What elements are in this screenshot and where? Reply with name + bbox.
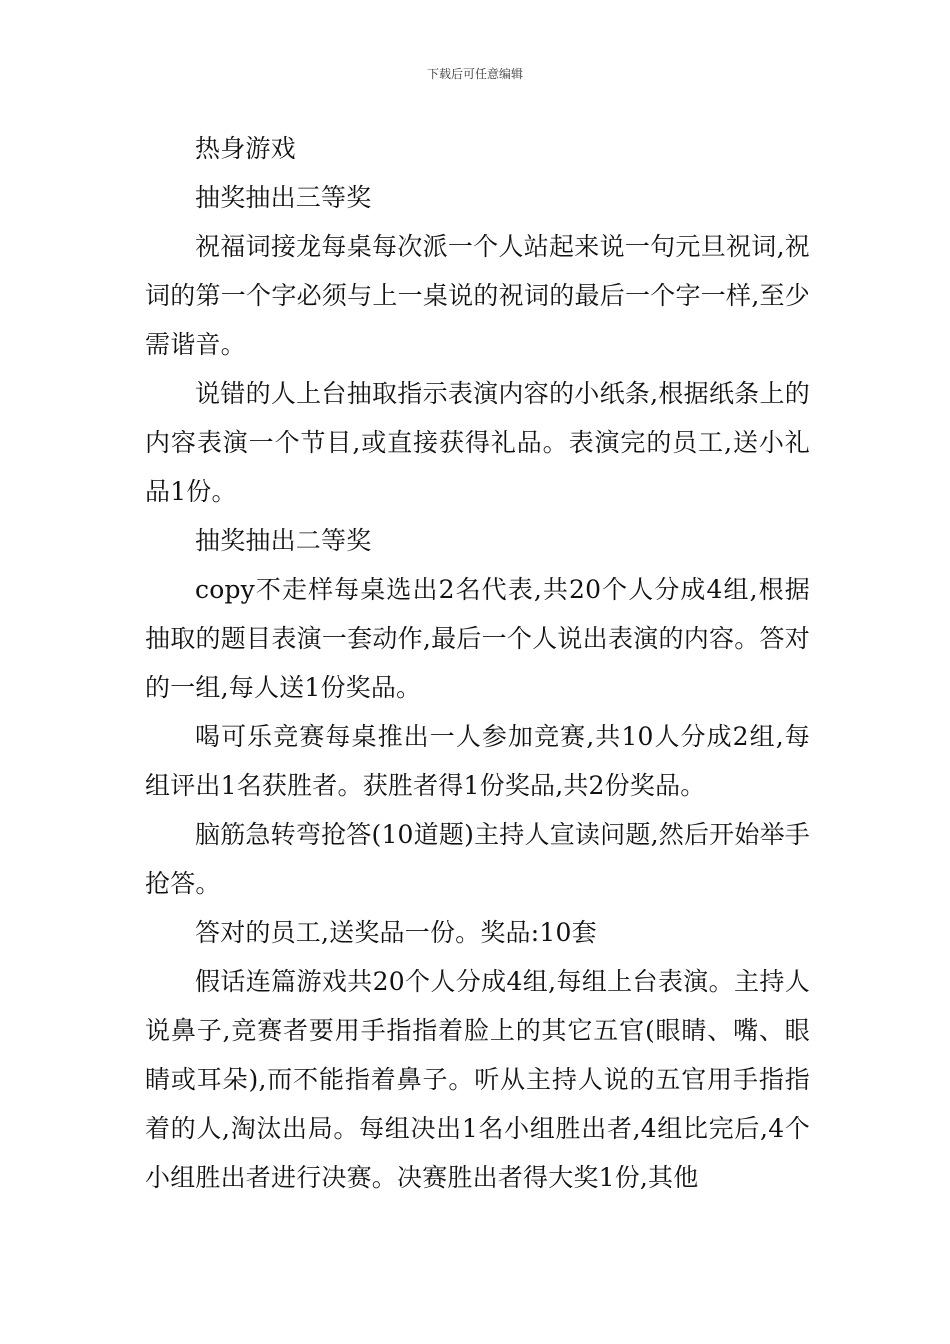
paragraph-second-prize-draw: 抽奖抽出二等奖: [195, 526, 372, 555]
paragraph-false-words-game: 假话连篇游戏共20个人分成4组,每组上台表演。主持人说鼻子,竞赛者要用手指指着脸上的其它五官(眼睛、嘴、眼睛或耳朵),而不能指着鼻子。听从主持人说的五官用手指指着的人,淘汰出局。每组决出1名小组胜出者,4组比完后,4个小组胜出者进行决赛。决赛胜出者得大奖1份,其他: [145, 967, 810, 1192]
paragraph-third-prize-draw: 抽奖抽出三等奖: [195, 183, 372, 212]
paragraph-cola-contest: 喝可乐竞赛每桌推出一人参加竞赛,共10人分成2组,每组评出1名获胜者。获胜者得1份奖品,共2份奖品。: [145, 722, 810, 800]
paragraph-brain-teaser: 脑筋急转弯抢答(10道题)主持人宣读问题,然后开始举手抢答。: [145, 820, 810, 898]
document-body: [145, 124, 810, 1202]
paragraph-brain-teaser-prize: 答对的员工,送奖品一份。奖品:10套: [195, 918, 597, 947]
paragraph-warmup-title: 热身游戏: [195, 134, 296, 163]
paragraph-blessing-relay: 祝福词接龙每桌每次派一个人站起来说一句元旦祝词,祝词的第一个字必须与上一桌说的祝词的最后一个字一样,至少需谐音。: [145, 232, 810, 359]
paragraph-copy-game: copy不走样每桌选出2名代表,共20个人分成4组,根据抽取的题目表演一套动作,最后一个人说出表演的内容。答对的一组,每人送1份奖品。: [145, 575, 810, 702]
paragraph-wrong-answer-rule: 说错的人上台抽取指示表演内容的小纸条,根据纸条上的内容表演一个节目,或直接获得礼品。表演完的员工,送小礼品1份。: [145, 379, 810, 506]
page-header-note: 下载后可任意编辑: [426, 67, 523, 81]
